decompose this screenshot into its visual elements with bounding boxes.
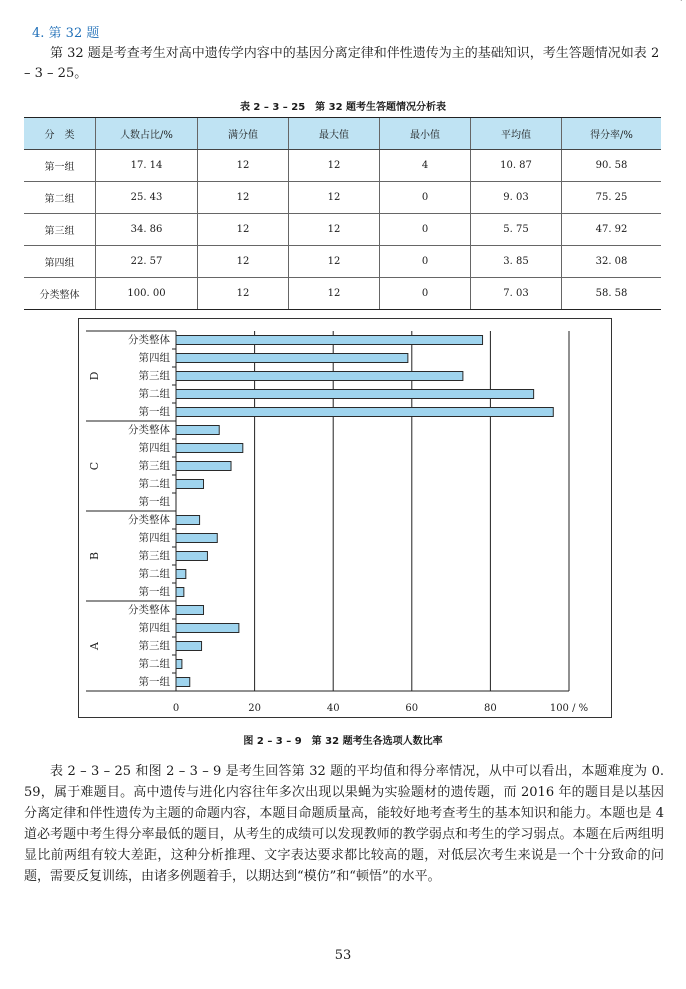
table-cell: 12: [198, 214, 289, 246]
table-cell: 25. 43: [96, 182, 198, 214]
table-row: [24, 150, 661, 182]
table-cell: 90. 58: [562, 150, 662, 182]
x-tick-label: 100 / %: [549, 703, 589, 714]
x-tick-label: 40: [326, 703, 340, 714]
table-cell: 7. 03: [471, 278, 562, 310]
table-cell: 100. 00: [96, 278, 198, 310]
option-label: B: [88, 551, 101, 561]
table-cell: 10. 87: [471, 150, 562, 182]
bar: [176, 462, 231, 471]
category-label: 第四组: [138, 352, 170, 364]
table-cell: 34. 86: [96, 214, 198, 246]
table-cell: 22. 57: [96, 246, 198, 278]
table-cell: 12: [289, 182, 380, 214]
table-row: [24, 246, 661, 278]
category-label: 第二组: [138, 478, 170, 490]
bar: [176, 480, 204, 489]
table-cell: 0: [380, 246, 471, 278]
bar: [176, 660, 182, 669]
table-cell: 47. 92: [562, 214, 662, 246]
table-cell: 12: [198, 278, 289, 310]
category-label: 第三组: [138, 550, 170, 562]
category-label: 第一组: [138, 496, 170, 508]
x-tick-label: 60: [405, 703, 419, 714]
table-cell: 5. 75: [471, 214, 562, 246]
bar: [176, 606, 204, 615]
table-caption: 表 2 – 3 – 25 第 32 题考生答题情况分析表: [239, 102, 447, 113]
table-row: [24, 182, 661, 214]
category-label: 分类整体: [128, 424, 170, 436]
bar: [176, 570, 186, 579]
figure-caption: 图 2 – 3 – 9 第 32 题考生各选项人数比率: [243, 736, 443, 747]
table-cell: 12: [198, 150, 289, 182]
bar: [176, 678, 190, 687]
bar: [176, 426, 219, 435]
table-cell: 17. 14: [96, 150, 198, 182]
category-label: 第三组: [138, 370, 170, 382]
table-cell: 分类整体: [24, 278, 96, 310]
bar: [176, 516, 200, 525]
table-cell: 12: [289, 150, 380, 182]
category-label: 第三组: [138, 640, 170, 652]
chart-frame: [78, 318, 612, 718]
table-cell: 4: [380, 150, 471, 182]
table-cell: 75. 25: [562, 182, 662, 214]
table-cell: 12: [198, 182, 289, 214]
bar: [176, 390, 534, 399]
col-header: 满分值: [198, 118, 289, 150]
category-label: 第二组: [138, 388, 170, 400]
section-title: 4. 第 32 题: [32, 26, 100, 41]
option-label: C: [88, 461, 101, 471]
table-cell: 58. 58: [562, 278, 662, 310]
col-header: 平均值: [471, 118, 562, 150]
table-cell: 32. 08: [562, 246, 662, 278]
bar: [176, 624, 239, 633]
category-label: 第三组: [138, 460, 170, 472]
category-label: 分类整体: [128, 604, 170, 616]
analysis-paragraph: 表 2 – 3 – 25 和图 2 – 3 – 9 是考生回答第 32 题的平均值和得分率情况，从中可以看出，本题难度为 0. 59，属于难题目。高中遗传与进化内容往年多次出现以果蝇为实验题材的遗传题，而 2016 年的题目是以基因分离定律和伴性遗传为主题的命题内容，本题目命题质量高，能较好地考查考生的基本知识和能力。本题也是 4 道必考题中考生得分率最低的题目，从考生的成绩可以发现教师的教学弱点和考生的学习弱点。本题在后两组明显比前两组有较大差距，这种分析推理、文字表达要求都比较高的题，对低层次考生来说是一个十分致命的问题，需要反复训练，由诸多例题着手，以期达到“模仿”和“顿悟”的水平。: [24, 764, 664, 884]
option-label: D: [88, 371, 101, 381]
table-header-row: [24, 118, 661, 150]
table-cell: 第三组: [24, 214, 96, 246]
bar: [176, 354, 408, 363]
x-tick-label: 20: [248, 703, 261, 714]
bar: [176, 552, 207, 561]
table-cell: 12: [289, 246, 380, 278]
table-cell: 3. 85: [471, 246, 562, 278]
category-label: 第一组: [138, 406, 170, 418]
table-cell: 0: [380, 278, 471, 310]
category-label: 分类整体: [128, 514, 170, 526]
category-label: 第四组: [138, 442, 170, 454]
bar: [176, 588, 184, 597]
bar: [176, 534, 217, 543]
x-tick-label: 0: [172, 703, 180, 714]
category-label: 第二组: [138, 658, 170, 670]
option-bar-chart: [79, 319, 611, 717]
table-cell: 9. 03: [471, 182, 562, 214]
bar: [176, 408, 553, 417]
category-label: 第二组: [138, 568, 170, 580]
col-header: 得分率/%: [562, 118, 662, 150]
bar: [176, 372, 463, 381]
table-cell: 12: [289, 278, 380, 310]
table-cell: 12: [198, 246, 289, 278]
x-tick-label: 80: [484, 703, 497, 714]
bar: [176, 642, 202, 651]
category-label: 第一组: [138, 586, 170, 598]
page-number: 53: [334, 948, 352, 963]
table-cell: 0: [380, 214, 471, 246]
col-header: 最小值: [380, 118, 471, 150]
table-row: [24, 278, 661, 310]
table-cell: 0: [380, 182, 471, 214]
stats-table: [24, 117, 661, 310]
table-cell: 第一组: [24, 150, 96, 182]
bar: [176, 444, 243, 453]
option-label: A: [88, 642, 101, 650]
table-row: [24, 214, 661, 246]
category-label: 第一组: [138, 676, 170, 688]
intro-paragraph: 第 32 题是考查考生对高中遗传学内容中的基因分离定律和伴性遗传为主的基础知识，考生答题情况如表 2 – 3 – 25。: [24, 46, 660, 81]
category-label: 第四组: [138, 532, 170, 544]
bar: [176, 336, 483, 345]
table-cell: 第四组: [24, 246, 96, 278]
category-label: 分类整体: [128, 334, 170, 346]
category-label: 第四组: [138, 622, 170, 634]
table-cell: 12: [289, 214, 380, 246]
col-header: 分 类: [24, 118, 96, 150]
table-cell: 第二组: [24, 182, 96, 214]
col-header: 人数占比/%: [96, 118, 198, 150]
col-header: 最大值: [289, 118, 380, 150]
corner-decoration: [662, 0, 682, 11]
